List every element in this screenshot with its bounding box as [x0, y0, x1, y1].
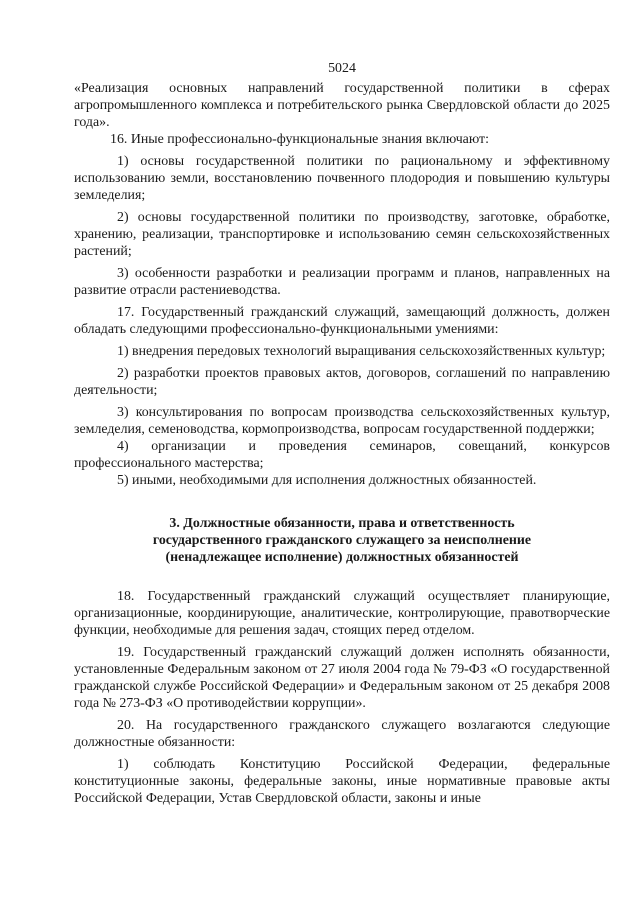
paragraph-17-item-5: 5) иными, необходимыми для исполнения должностных обязанностей.: [117, 473, 537, 488]
page-number: 5024: [328, 61, 356, 76]
paragraph-19: 19. Государственный гражданский служащий должен исполнять обязанности, установленные Федеральным законом от 27 июля 2004 года № 79-ФЗ «О государственной гражданской службе Российской Федерации» и Федеральным законом от 25 декабря 2008 года № 273-ФЗ «О противодействии коррупции».: [74, 645, 610, 711]
paragraph-16-item-2: 2) основы государственной политики по производству, заготовке, обработке, хранению, реализации, транспортировке и использованию семян сельскохозяйственных растений;: [74, 210, 610, 259]
section-title-line-3: (ненадлежащее исполнение) должностных обязанностей: [165, 550, 519, 565]
paragraph-17-item-1: 1) внедрения передовых технологий выращивания сельскохозяйственных культур;: [117, 344, 606, 359]
section-title: [74, 515, 610, 566]
paragraph-20: 20. На государственного гражданского служащего возлагаются следующие должностные обязанности:: [74, 718, 610, 750]
section-title-line-1: 3. Должностные обязанности, права и ответственность: [169, 516, 515, 531]
paragraph-16: 16. Иные профессионально-функциональные знания включают:: [110, 132, 489, 147]
paragraph-17: 17. Государственный гражданский служащий, замещающий должность, должен обладать следующими профессионально-функциональными умениями:: [74, 305, 610, 337]
paragraph-18: 18. Государственный гражданский служащий осуществляет планирующие, организационные, координирующие, аналитические, контролирующие, правотворческие функции, необходимые для решения задач, стоящих перед отделом.: [74, 589, 610, 638]
paragraph-continuation: «Реализация основных направлений государственной политики в сферах агропромышленного комплекса и потребительского рынка Свердловской области до 2025 года».: [74, 81, 610, 130]
paragraph-16-item-1: 1) основы государственной политики по рациональному и эффективному использованию земли, восстановлению почвенного плодородия и повышению культуры земледелия;: [74, 154, 610, 203]
paragraph-20-item-1: 1) соблюдать Конституцию Российской Федерации, федеральные конституционные законы, федеральные законы, иные нормативные правовые акты Российской Федерации, Устав Свердловской области, законы и иные: [74, 757, 610, 806]
paragraph-17-item-2: 2) разработки проектов правовых актов, договоров, соглашений по направлению деятельности;: [74, 366, 610, 398]
paragraph-17-item-4: 4) организации и проведения семинаров, совещаний, конкурсов профессионального мастерства;: [74, 439, 610, 471]
document-page: [74, 60, 610, 807]
paragraph-16-item-3: 3) особенности разработки и реализации программ и планов, направленных на развитие отрасли растениеводства.: [74, 266, 610, 298]
section-title-line-2: государственного гражданского служащего за неисполнение: [152, 533, 532, 548]
paragraph-17-item-3: 3) консультирования по вопросам производства сельскохозяйственных культур, земледелия, семеноводства, кормопроизводства, вопросам государственной поддержки;: [74, 405, 610, 437]
